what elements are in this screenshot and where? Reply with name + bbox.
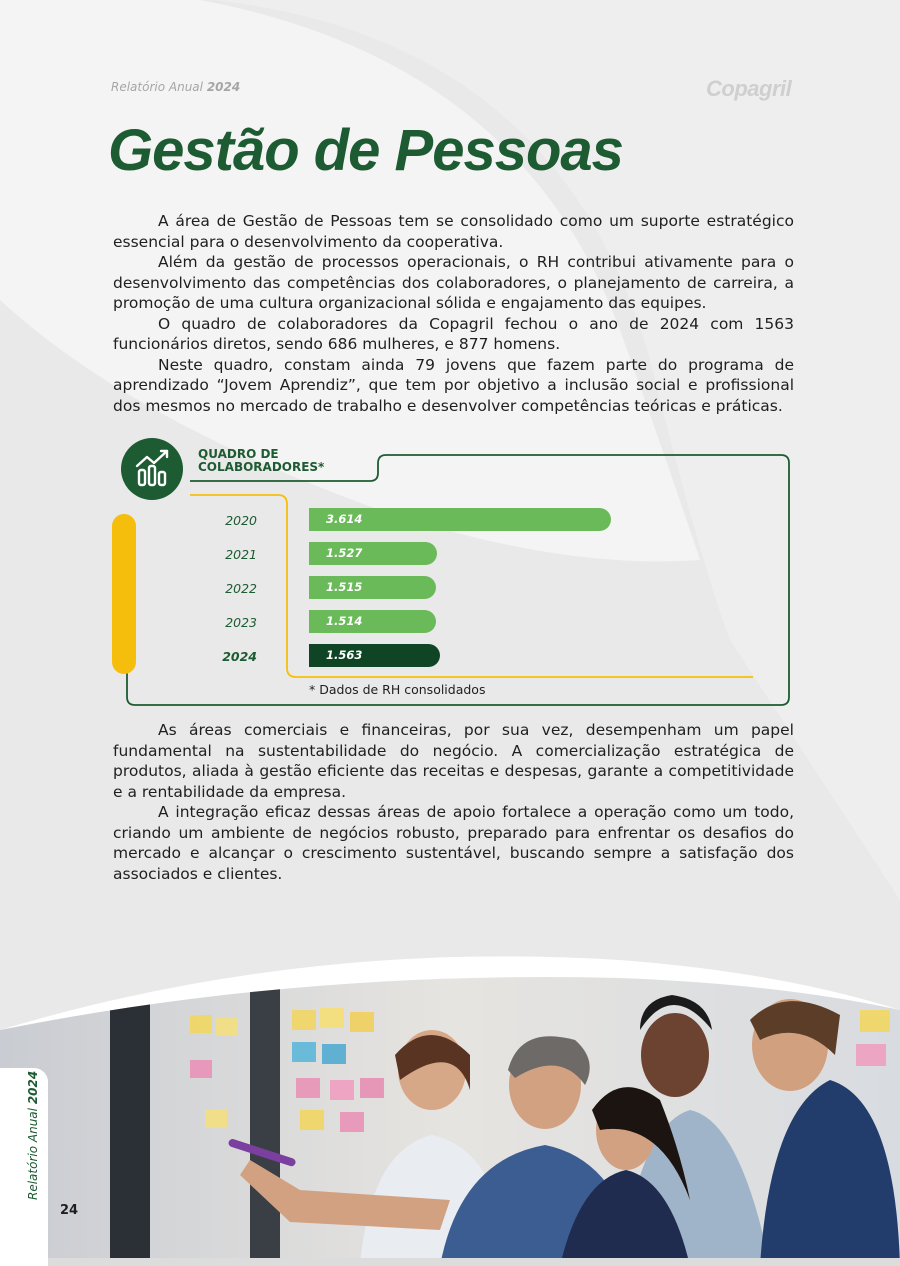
intro-text bbox=[113, 211, 794, 416]
paragraph: Além da gestão de processos operacionais, o RH contribui ativamente para o desenvolvimento das competências dos colaboradores, o planejamento de carreira, a promoção de uma cultura organizacional sólida e engajamento das equipes. bbox=[113, 253, 794, 312]
page-title: Gestão de Pessoas bbox=[108, 118, 623, 183]
side-report-label bbox=[26, 1071, 40, 1200]
chart-bar-value: 3.614 bbox=[326, 512, 363, 526]
chart-year-label: 2020 bbox=[225, 513, 257, 528]
team-photo bbox=[0, 960, 900, 1266]
paragraph: O quadro de colaboradores da Copagril fechou o ano de 2024 com 1563 funcionários diretos, sendo 686 mulheres, e 877 homens. bbox=[113, 314, 794, 353]
side-tab bbox=[0, 1068, 48, 1266]
chart-bar-value: 1.563 bbox=[326, 648, 363, 662]
paragraph: A integração eficaz dessas áreas de apoio fortalece a operação como um todo, criando um ambiente de negócios robusto, preparado para enfrentar os desafios do mercado e alcançar o crescimento sustentável, buscando sempre a satisfação dos associados e clientes. bbox=[113, 803, 794, 883]
page-number: 24 bbox=[60, 1203, 79, 1218]
chart-year-label: 2021 bbox=[225, 547, 257, 562]
paragraph: Neste quadro, constam ainda 79 jovens que fazem parte do programa de aprendizado “Jovem Aprendiz”, que tem por objetivo a inclusão social e profissional dos mesmos no mercado de trabalho e desenvolver competências teóricas e práticas. bbox=[113, 355, 794, 415]
report-label: Relatório Anual bbox=[111, 80, 203, 94]
chart-year-label: 2024 bbox=[222, 649, 257, 664]
closing-text bbox=[113, 720, 794, 884]
chart-bar-value: 1.527 bbox=[326, 546, 363, 560]
chart-bar-value: 1.514 bbox=[326, 614, 363, 628]
report-year: 2024 bbox=[206, 80, 241, 94]
chart-bar-value: 1.515 bbox=[326, 580, 363, 594]
bottom-strip bbox=[48, 1258, 900, 1266]
copagril-logo: Copagril bbox=[706, 76, 792, 101]
chart-title: QUADRO DE COLABORADORES* bbox=[198, 447, 325, 474]
side-report-year: 2024 bbox=[26, 1070, 40, 1105]
chart-year-label: 2023 bbox=[225, 615, 257, 630]
report-header bbox=[111, 80, 240, 94]
side-report-text: Relatório Anual bbox=[26, 1108, 40, 1200]
paragraph: A área de Gestão de Pessoas tem se consolidado como um suporte estratégico essencial para o desenvolvimento da cooperativa. bbox=[113, 212, 794, 251]
chart-footnote: * Dados de RH consolidados bbox=[309, 682, 486, 697]
chart-year-label: 2022 bbox=[225, 581, 257, 596]
paragraph: As áreas comerciais e financeiras, por sua vez, desempenham um papel fundamental na sustentabilidade do negócio. A comercialização estratégica de produtos, aliada à gestão eficiente das receitas e despesas, garante a competitividade e a rentabilidade da empresa. bbox=[113, 721, 794, 801]
